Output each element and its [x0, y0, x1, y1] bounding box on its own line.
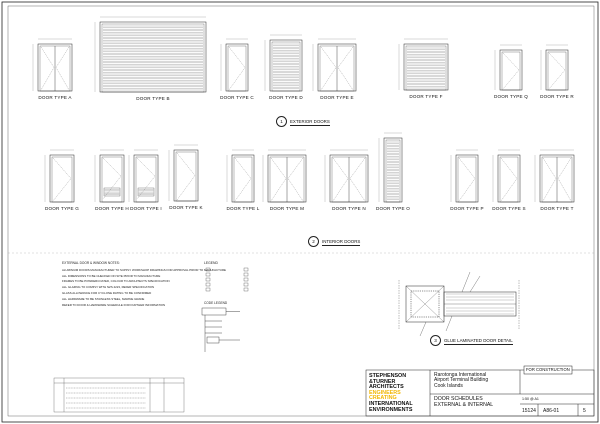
- dtitle-line: DOOR SCHEDULES: [434, 396, 483, 402]
- interior-door-p: [451, 150, 478, 202]
- notes-lines: [62, 269, 226, 308]
- interior-door-label-n: DOOR TYPE N: [332, 206, 366, 211]
- proj-line: Airport Terminal Building: [434, 377, 489, 384]
- notes-heading: EXTERNAL DOOR & WINDOW NOTES:: [62, 261, 120, 265]
- firm-line: ENVIRONMENTS: [369, 406, 413, 413]
- interior-door-label-g: DOOR TYPE G: [44, 206, 80, 211]
- note-line: ALL DIMENSIONS TO BE CHECKED ON SITE PRIOR TO MANUFACTURE: [62, 273, 161, 278]
- exterior-door-f: [399, 39, 448, 90]
- note-line: ALL HARDWARE TO BE STAINLESS STEEL, MARINE GRADE: [62, 297, 145, 302]
- proj-line: Cook Islands: [434, 382, 463, 389]
- exterior-door-label-f: DOOR TYPE F: [409, 94, 443, 99]
- detail-section-title: 3 GLUE LAMINATED DOOR DETAIL: [430, 335, 513, 346]
- drawing-title: [434, 397, 493, 408]
- note-line: GLASS ALLOWANCE FOR CYCLONE RATING TO BE CONFIRMED: [62, 291, 152, 296]
- exterior-door-a: [33, 39, 72, 91]
- revision-number: 5: [583, 408, 586, 414]
- interior-door-label-o: DOOR TYPE O: [375, 206, 411, 211]
- external-notes: [62, 262, 226, 310]
- drawing-number: A86-01: [543, 408, 560, 414]
- interior-door-l: [227, 150, 254, 202]
- scale-value: 1:50 @ A1: [522, 397, 539, 401]
- firm-line: ARCHITECTS: [369, 384, 404, 391]
- exterior-door-label-q: DOOR TYPE Q: [493, 94, 529, 99]
- firm-line: ENGINEERS: [369, 389, 401, 396]
- revision-table: [54, 378, 184, 412]
- interior-door-label-h: DOOR TYPE H: [95, 206, 129, 211]
- exterior-door-label-b: DOOR TYPE B: [136, 96, 170, 101]
- dtitle-line: EXTERNAL & INTERNAL: [434, 401, 494, 408]
- interior-door-label-s: DOOR TYPE S: [492, 206, 526, 211]
- interior-door-label-i: DOOR TYPE I: [130, 206, 162, 211]
- exterior-door-d: [265, 35, 302, 91]
- exterior-door-b: [95, 17, 206, 92]
- note-line: FRAMES TO BE POWDERCOATED, COLOUR TO ARCHITECTS SPECIFICATION: [62, 279, 170, 284]
- interior-door-t: [535, 150, 574, 202]
- interior-door-g: [45, 150, 74, 202]
- interior-door-m: [263, 150, 306, 202]
- interior-door-label-k: DOOR TYPE K: [169, 205, 203, 210]
- interior-door-i: [129, 150, 158, 202]
- interior-door-label-l: DOOR TYPE L: [226, 206, 260, 211]
- project-name: [434, 373, 488, 389]
- project-number: 15124: [522, 408, 536, 414]
- exterior-door-label-d: DOOR TYPE D: [269, 95, 303, 100]
- interior-door-k: [169, 145, 198, 201]
- exterior-door-q: [495, 45, 522, 90]
- interior-doors-section-title: 2 INTERIOR DOORS: [308, 236, 360, 247]
- exterior-door-r: [541, 45, 568, 90]
- interior-door-elevations: [45, 133, 574, 202]
- status-stamp: FOR CONSTRUCTION: [526, 367, 570, 372]
- exterior-door-elevations: [33, 17, 568, 92]
- note-line: REFER TO DOOR & HARDWARE SCHEDULE FOR FURTHER INFORMATION: [62, 303, 166, 308]
- exterior-door-e: [313, 39, 356, 91]
- interior-door-label-t: DOOR TYPE T: [540, 206, 574, 211]
- proj-line: Rarotonga International: [434, 372, 487, 378]
- interior-door-n: [325, 150, 368, 202]
- exterior-doors-section-title: 1 EXTERIOR DOORS: [276, 116, 330, 127]
- exterior-door-label-a: DOOR TYPE A: [38, 95, 72, 100]
- interior-door-s: [493, 150, 520, 202]
- note-line: ALUMINIUM DOORS MANUFACTURER TO SUPPLY WORKSHOP DRAWINGS FOR APPROVAL PRIOR TO MANUFACTURE: [62, 267, 226, 272]
- firm-line: STEPHENSON: [369, 373, 407, 379]
- exterior-door-label-r: DOOR TYPE R: [540, 94, 574, 99]
- firm-line: CREATING: [369, 395, 397, 402]
- firm-line: &TURNER: [369, 378, 396, 385]
- exterior-door-label-e: DOOR TYPE E: [320, 95, 354, 100]
- code-legend-box: [202, 308, 240, 352]
- legend-heading: LEGEND: [204, 261, 218, 265]
- interior-door-label-m: DOOR TYPE M: [269, 206, 305, 211]
- interior-door-o: [379, 133, 402, 202]
- firm-line: INTERNATIONAL: [369, 400, 413, 407]
- firm-name: [369, 374, 413, 413]
- interior-door-h: [95, 150, 124, 202]
- exterior-door-label-c: DOOR TYPE C: [220, 95, 254, 100]
- glue-laminated-door-detail: [399, 272, 519, 336]
- interior-door-label-p: DOOR TYPE P: [450, 206, 484, 211]
- note-line: ALL GLAZING TO COMPLY WITH NZS 4223, REFER SPECIFICATION: [62, 285, 155, 290]
- code-legend-heading: CODE LEGEND: [204, 301, 228, 305]
- exterior-door-c: [221, 39, 248, 91]
